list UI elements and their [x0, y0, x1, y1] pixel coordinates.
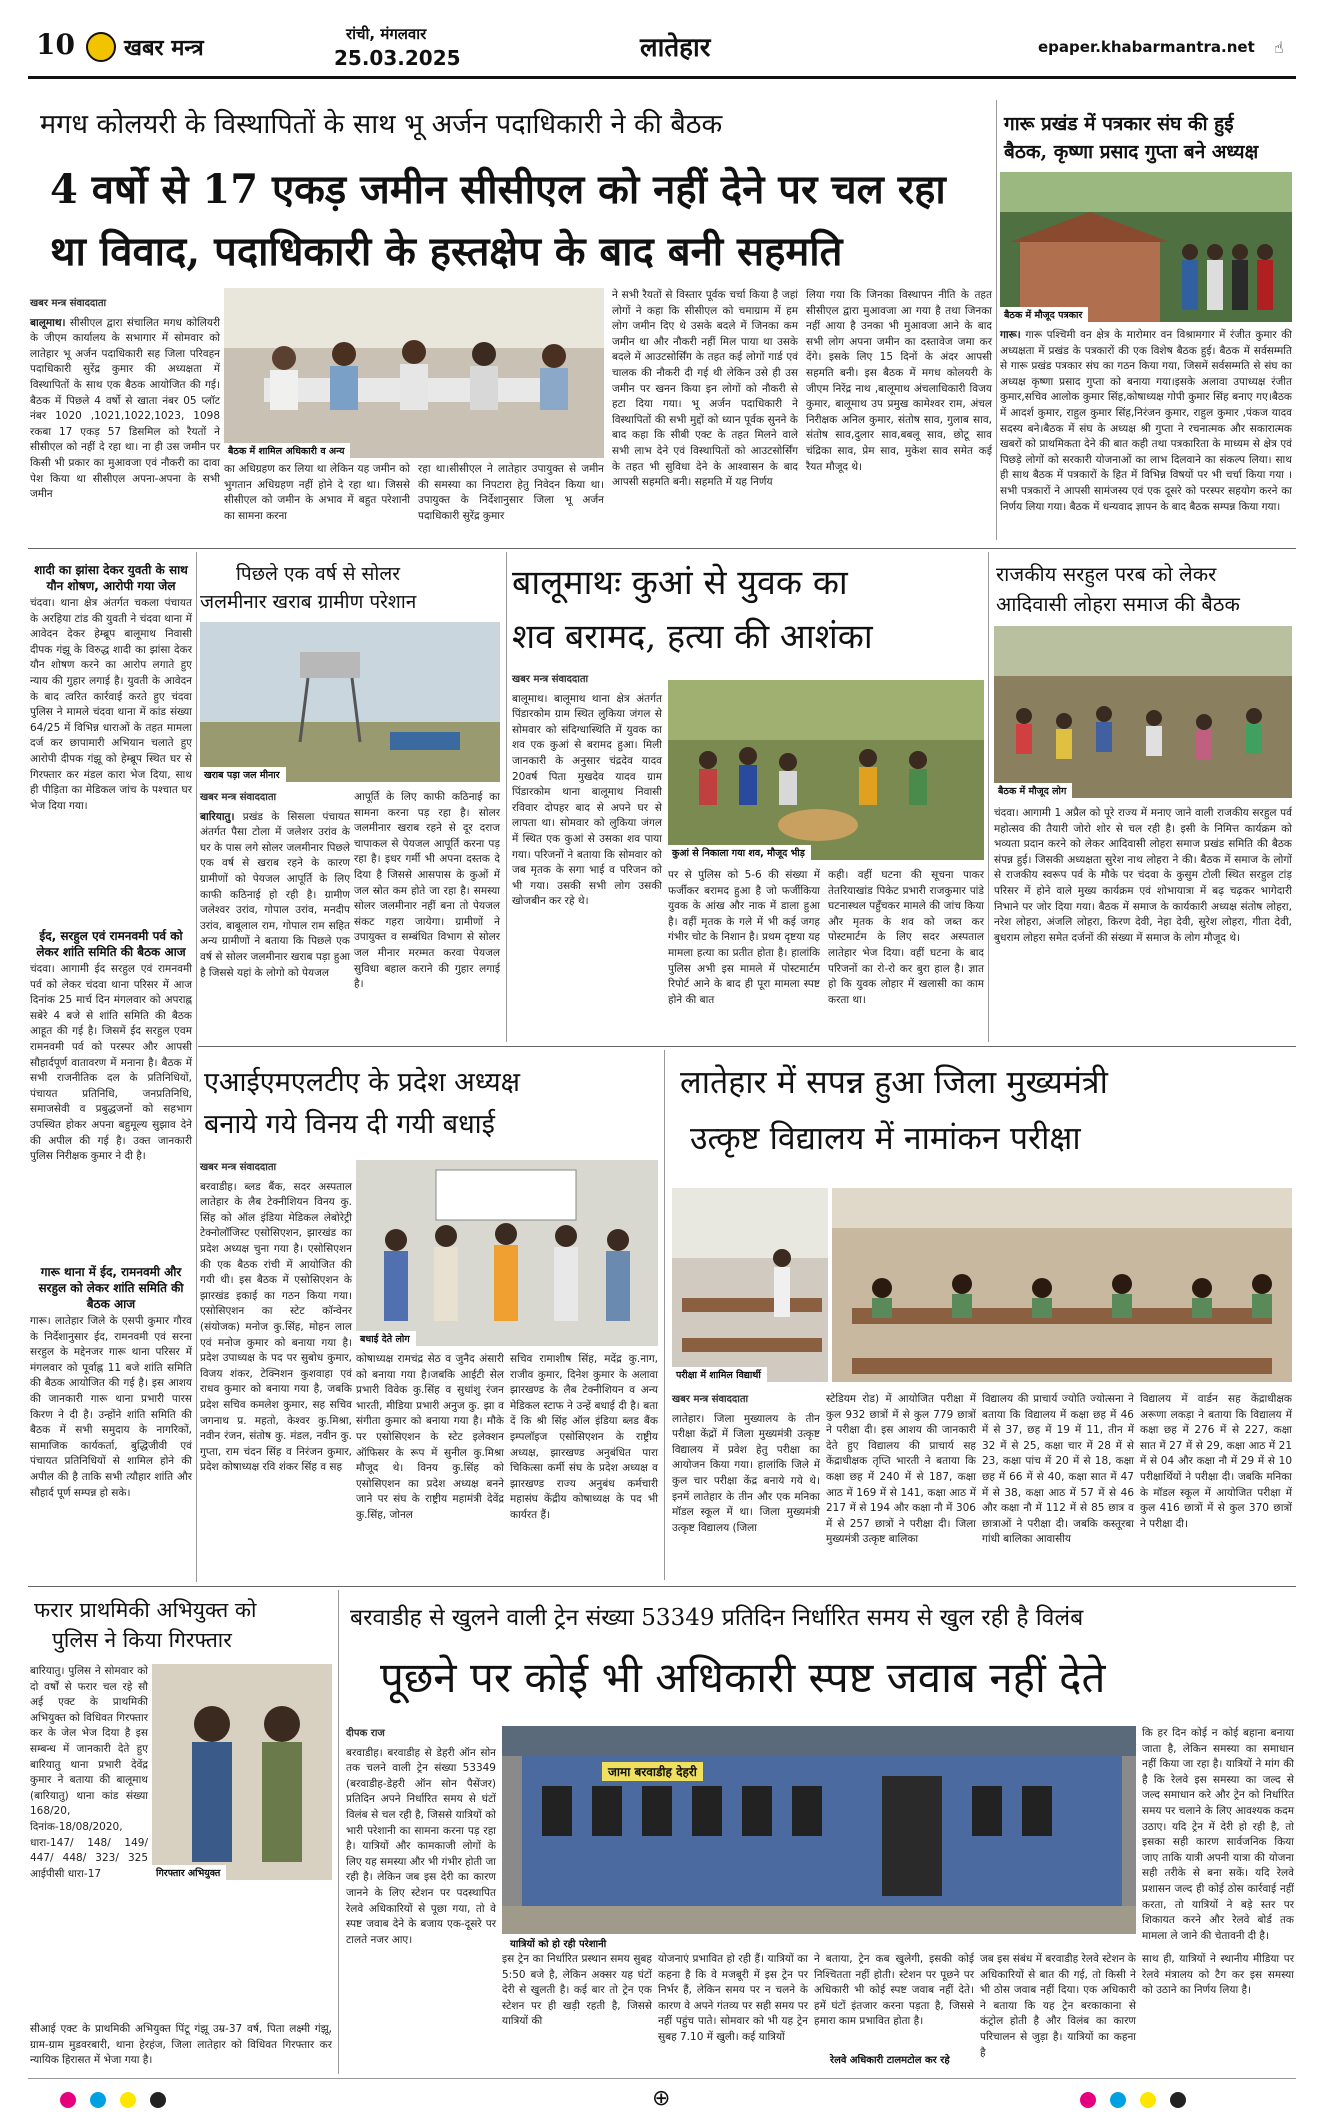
- divider-sarhul: [988, 552, 989, 1042]
- aimlta-text-3: सचिव रामाशीष सिंह, मदेंद्र कु.नाग, राजीव कुमार, दिनेश कुमार के अलावा झारखण्ड के लैब टेक्नीशियन व अन्य मेडिकल स्टाफ ने उन्हें बधाई दी है। बता दें कि श्री सिंह ऑल इंडिया ब्लड बैंक इम्पलॉइज एसोसिएशन के राष्ट्रीय अध्यक्ष, झारखण्ड अनुबंधित पारा चिकित्सा कर्मी संघ के प्रदेश अध्यक्ष व झारखण्ड राज्य अनुबंध कर्मचारी महासंघ केंद्रीय कोषाध्यक्ष के पद भी कार्यरत हैं।: [510, 1353, 658, 1521]
- lead-photo: [224, 288, 604, 458]
- arrest-text-1: बारियातु। पुलिस ने सोमवार को दो वर्षों से फरार चल रहे सौ अई एक्ट के प्राथमिकी अभियुक्त को विधिवत गिरफ्तार कर के जेल भेज दिया है इस सम्बन्ध में जानकारी देते हुए बारियातु थाना प्रभारी देवेंद्र कुमार ने बताया की बालूमाथ (बारियातु) थाना कांड संख्या 168/20, दिनांक-18/08/2020, धारा-147/ 148/ 149/ 447/ 448/ 323/ 325 आईपीसी धारा-17: [30, 1665, 148, 1880]
- exam-photo-caption: परीक्षा में शामिल विद्यार्थी: [672, 1367, 767, 1382]
- garu-text: गारू पश्चिमी वन क्षेत्र के मारोमार वन विश्रामगार में रंजीत कुमार की अध्यक्षता में प्रखंड के पत्रकारों की एक विशेष बैठक हुई। बैठक में सर्वसम्मति से गारू प्रखंड पत्रकार संघ का गठन किया गया, जिसमें सर्वसम्मति से संघ का अध्यक्ष कृष्णा प्रसाद गुप्ता को बनाया गया।इसके अलावा उपाध्यक्ष रंजीत कुमार,सचिव आलोक कुमार सिंह,कोषाध्यक्ष गोपी कुमार सिंह बनाए गए।बैठक में आदर्श कुमार, राहुल कुमार सिंह,निरंजन कुमार, राहुल कुमार ,पंकज यादव सदस्य बने।बैठक में संघ के अध्यक्ष श्री गुप्ता ने रचनात्मक और सकारात्मक खबरों को प्राथमिकता देने की बात कही तथा पत्रकारिता के माध्यम से क्षेत्र एवं पिछड़े लोगों को सरकारी योजनाओं का लाभ दिलवाने का संकल्प लिया। साथ ही साथ बैठक में पत्रकारों के हित में विभिन्न विषयों पर भी चर्चा किया गया ।सभी पत्रकारों ने आपसी सामंजस्य एवं एक दूसरे को परस्पर सहयोग करने का निर्णय लिया गया। बैठक में धन्यवाद ज्ञापन के बाद बैठक सम्पन्न किया गया।: [1000, 329, 1292, 513]
- train-text-1: बरवाडीह। बरवाडीह से डेहरी ऑन सोन तक चलने वाली ट्रेन संख्या 53349 (बरवाडीह-डेहरी ऑन सोन पैसेंजर) प्रतिदिन अपने निर्धारित समय से घंटों विलंब से चल रही है, जिससे यात्रियों को भारी परेशानी का सामना करना पड़ रहा है। यात्रियों और कामकाजी लोगों के लिए यह समस्या और भी गंभीर होती जा रही है। लेकिन जब इस देरी का कारण जानने के लिए स्टेशन पर पदस्थापित रेलवे अधिकारियों से पूछा गया, तो वे स्पष्ट जवाब देने के बजाय एक-दूसरे पर टालते नजर आए।: [346, 1746, 496, 1946]
- garu-photo: [1000, 172, 1292, 322]
- train-column-7: [1142, 1952, 1294, 2072]
- train-photo: [502, 1726, 1136, 1934]
- solar-text-1: प्रखंड के सिसला पंचायत अंतर्गत पैसा टोला में जलेशर उरांव के घर के पास लगे सोलर जलमीनार पिछले एक वर्ष से खराब रहने के कारण ग्रामीणों को पेयजल आपूर्ति के लिए काफी कठिनाई हो रही है। ग्रामीण जलेश्वर उरांव, गोपाल उरांव, मनदीप उरांव, बाबूलाल राम, गोपाल राम सहित अन्य ग्रामीणों ने बताया कि पिछले एक वर्ष से सोलर जलमीनार खराब पड़ा हुआ है जिससे यहां के लोगो को पेयजल: [200, 810, 350, 979]
- footer-rule: [28, 2078, 1296, 2079]
- registration-dot: [60, 2092, 76, 2108]
- exam-text-4: विद्यालय में वार्डन सह केंद्राधीक्षक अरूणा लकड़ा ने बताया कि विद्यालय में कक्षा छह में 276 में से 227, कक्षा सात में 27 में से 29, कक्षा आठ में 21 में से 04 और कक्षा नौ में 29 में से 10 परीक्षार्थियों ने परीक्षा दी। जबकि मनिका के मॉडल स्कूल में आयोजित परीक्षा में कुल 416 छात्रों में से कुल 370 छात्रों ने परीक्षा दी।: [1140, 1393, 1292, 1530]
- balumath-byline: खबर मन्त्र संवाददाता: [512, 674, 589, 685]
- aimlta-column-2: [356, 1352, 504, 1580]
- header-rule: [28, 76, 1296, 79]
- lead-column-1: [30, 296, 220, 500]
- lead-byline: खबर मन्त्र संवाददाता: [30, 298, 107, 309]
- divider-arrest: [338, 1590, 339, 2074]
- lead-headline-line1: 4 वर्षो से 17 एकड़ जमीन सीसीएल को नहीं देने पर चल रहा: [50, 166, 946, 213]
- crosshair-icon: ⊕: [652, 2086, 671, 2111]
- sidebar-brief-3-text: गारू। लातेहार जिले के एसपी कुमार गौरव के निर्देशानुसार ईद, रामनवमी एवं सरना सरहुल के मद्देनजर गारू थाना परिसर में मंगलवार को पूर्वाह्न 11 बजे शांति समिति की बैठक आयोजित की गई है। इस आशय की जानकारी गारू थाना प्रभारी पारस किरण ने दी है। उन्होंने शांति समिति की बैठक में सभी समुदाय के नागरिकों, सामाजिक कार्यकर्ता, बुद्धिजीवी एवं पंचायत प्रतिनिधियों से शामिल होने की अपील की है ताकि सभी त्यौहार शांति और सौहार्द पूर्ण सम्पन्न हो सके।: [30, 1315, 192, 1499]
- accused-photo-image: [152, 1664, 332, 1880]
- balumath-photo-caption: कुआं से निकाला गया शव, मौजूद भीड़: [668, 845, 811, 860]
- aimlta-text-1: बरवाडीह। ब्लड बैंक, सदर अस्पताल लातेहार के लैब टेक्नीशियन विनय कु. सिंह को ऑल इंडिया मेडिकल लेबोरेट्री टेक्नोलॉजिस्ट एसोसिएशन, झारखंड का प्रदेश अध्यक्ष चुना गया है। एसोसिएशन की एक बैठक रांची में आयोजित की गयी थी। इस बैठक में एसोसिएशन के झारखंड इकाई का गठन किया गया। एसोसिएशन का स्टेट कॉन्वेनर (संयोजक) मनोज कु.सिंह, मोहन लाल एवं मनोज कुमार को बनाया गया है। प्रदेश उपाध्यक्ष के पद पर सुबोध कुमार, विजय शंकर, टेक्निशन कुशवाहा एवं राधव कुमार को बनाया गया है, जबकि प्रदेश सचिव कमलेश कुमार, सह सचिव जगनाथ प्र. महतो, केश्वर कु.मिश्रा, नवीन रंजन, संतोष कु. मंडल, नवीन कु. गुप्ता, राम चंदन सिंह व निरंजन कुमार, प्रदेश कोषाध्यक्ष रवि शंकर सिंह व सह: [200, 1180, 352, 1474]
- lead-text-3: रहा था।सीसीएल ने लातेहार उपायुक्त से जमीन की समस्या का निपटारा हेतु निवेदन किया था। उपायुक्त के निर्देशानुसार जिला भू अर्जन पदाधिकारी सुरेंद्र कुमार: [418, 463, 604, 522]
- train-column-1: [346, 1726, 496, 2072]
- registration-dot: [1080, 2092, 1096, 2108]
- aimlta-column-1: [200, 1160, 352, 1580]
- arrest-column-2: [30, 2022, 332, 2072]
- train-text-7: साथ ही, यात्रियों ने स्थानीय मीडिया पर रेलवे मंत्रालय को टैग कर इस समस्या को उठाने का निर्णय लिया है।: [1142, 1953, 1294, 1997]
- meeting-photo-image: [224, 288, 604, 458]
- train-byline: दीपक राज: [346, 1728, 385, 1739]
- sarhul-photo-caption: बैठक में मौजूद लोग: [994, 783, 1072, 798]
- water-tower-photo-image: [200, 622, 500, 782]
- aimlta-column-3: [510, 1352, 658, 1580]
- garu-headline-line1: गारू प्रखंड में पत्रकार संघ की हुई: [1004, 113, 1234, 135]
- balumath-text-1: बालूमाथ। बालूमाथ थाना क्षेत्र अंतर्गत पिंडारकोम ग्राम स्थित लुकिया जंगल से सोमवार को संदिग्धास्थिति में युवक का शव एक कुआं से बरामद हुआ। मिली जानकारी के अनुसार चंद्रदेव यादव 20वर्ष पिता मुखदेव यादव ग्राम पिंडारकोम थाना बालूमाथ निवासी रविवार दोपहर बाद से अपने घर से लापता था। सोमवार को लुकिया जंगल में स्थित एक कुआं से उसका शव पाया गया। परिजनों ने बताया कि सोमवार को जब मृतक के सगा भाई व परिजन को भी गया। उसकी सभी लोग उसकी खोजबीन कर रहे थे।: [512, 692, 662, 908]
- issue-date: 25.03.2025: [334, 46, 461, 70]
- felicitation-photo-image: [356, 1160, 658, 1346]
- city-day: रांची, मंगलवार: [346, 25, 427, 43]
- arrest-headline-line1: फरार प्राथमिकी अभियुक्त को: [34, 1598, 257, 1622]
- train-column-3: [658, 1952, 808, 2072]
- exam-headline-line2: उत्कृष्ट विद्यालय में नामांकन परीक्षा: [690, 1119, 1081, 1157]
- solar-byline: खबर मन्त्र संवाददाता: [200, 792, 277, 803]
- sidebar-brief-2: [30, 922, 192, 1252]
- brand-name: खबर मन्त्र: [124, 35, 204, 61]
- arrest-headline-line2: पुलिस ने किया गिरफ्तार: [52, 1628, 232, 1652]
- balumath-column-3: [828, 868, 984, 1040]
- sidebar-brief-1: [30, 556, 192, 916]
- aimlta-headline-line2: बनाये गये विनय दी गयी बधाई: [204, 1109, 495, 1140]
- balumath-text-3: कही। वहीं घटना की सूचना पाकर तेतरियाखांड पिकेट प्रभारी राजकुमार पांडे घटनास्थल पहुँचकर मामले की जांच किया और मृतक के शव को जब्त कर पोस्टमार्टम के लिए सदर अस्पताल लातेहार भेज दिया। वहीं घटना के बाद परिजनों का रो-रो कर बुरा हाल है। ज्ञात हो कि युवक लोहार में खलासी का काम करता था।: [828, 869, 984, 1006]
- divider-sidebar: [196, 552, 197, 1582]
- registration-dot: [90, 2092, 106, 2108]
- classroom-photo-image: [672, 1188, 828, 1382]
- sarhul-photo: [994, 626, 1292, 798]
- balumath-column-1: [512, 672, 662, 1040]
- train-column-5: [1142, 1726, 1294, 1940]
- rule-2: [198, 1046, 1296, 1047]
- rule-3: [28, 1586, 1296, 1587]
- train-coach-photo-image: [502, 1726, 1136, 1934]
- train-text-5: कि हर दिन कोई न कोई बहाना बनाया जाता है, लेकिन समस्या का समाधान नहीं किया जा रहा है। यात्रियों ने मांग की है कि रेलवे इस समस्या का जल्द से जल्द समाधान करे और ट्रेन को निर्धारित समय पर चलाने के लिए आवश्यक कदम उठाए। यदि ट्रेन में देरी हो रही है, तो इसका सही कारण सार्वजनिक किया जाए ताकि यात्री अपनी यात्रा की योजना सही तरीके से बना सकें। यदि रेलवे प्रशासन जल्द ही कोई ठोस कार्रवाई नहीं करता, तो यात्रियों ने बड़े स्तर पर शिकायत करने और रेलवे बोर्ड तक मामला ले जाने की चेतावनी दी है।: [1142, 1727, 1294, 1942]
- garu-body: [1000, 328, 1292, 532]
- registration-dot: [120, 2092, 136, 2108]
- garu-photo-caption: बैठक में मौजूद पत्रकार: [1000, 307, 1088, 322]
- arrest-photo: [152, 1664, 332, 1880]
- masthead: [28, 22, 1296, 74]
- lead-text-4: ने सभी रैयतों से विस्तार पूर्वक चर्चा किया है जहां लोगों ने कहा कि सीसीएल को चमाग्राम में हम लोग जमीन दिए थे उसके बदले में जिनका कम जमीन था और नौकरी नहीं मिल पाया था उसके बदले में आउटसोर्सिंग के तहत कई लोगों गार्ड एवं चालक की नौकरी दी गई थी लेकिन उसे ही उस जमीन पर खनन किया इन लोगों को नौकरी से हटा दिया गया। भू अर्जन पदाधिकारी ने विस्थापितों की सभी मुद्दों को ध्यान पूर्वक सुनने के बाद कहा कि सीबी एक्ट के तहत मिलने वाले सभी लाभ देने एवं विस्थापितों को आउटसोर्सिंग के तहत भी सुविधा देने के आश्वासन के बाद आपसी सहमति बनी। सहमति में यह निर्णय: [612, 289, 798, 489]
- arrest-photo-caption: गिरफ्तार अभियुक्त: [152, 1865, 226, 1880]
- exam-text-2: स्टेडियम रोड) में आयोजित परीक्षा में कुल 932 छात्रों में से कुल 779 छात्रों ने परीक्षा दी। इस आशय की जानकारी देते हुए विद्यालय की प्राचार्य सह केंद्राधीक्षक तृप्ति भारती ने बताया कि कक्षा छह में 240 में से 187, कक्षा आठ में 169 में से 141, कक्षा आठ में 217 में से 194 और कक्षा नौ में 306 में से 257 छात्रों ने परीक्षा दी। जिला मुख्यमंत्री उत्कृष्ट बालिका: [826, 1393, 976, 1546]
- solar-photo-caption: खराब पड़ा जल मीनार: [200, 767, 286, 782]
- exam-photo-2: [832, 1188, 1292, 1382]
- train-column-6: [980, 1952, 1136, 2072]
- garu-headline-line2: बैठक, कृष्णा प्रसाद गुप्ता बने अध्यक्ष: [1004, 141, 1259, 163]
- exam-column-3: [982, 1392, 1134, 1580]
- divider-garu: [996, 100, 997, 540]
- sarhul-text: चंदवा। आगामी 1 अप्रैल को पूरे राज्य में मनाए जाने वाली राजकीय सरहुल पर्व महोत्सव की तैयारी जोरो शोर से चल रही है। इसी के निमित्त कार्यक्रम को भव्यता प्रदान करने को लेकर आदिवासी लोहरा समाज प्रखंड समिति की बैठक संपन्न हुई। जिसकी अध्यक्षता सुरेश नाथ लोहरा ने की। बैठक में समाज के लोगों से राजकीय स्वरूप पर्व के मौके पर चंदवा के कुसुम टोली स्थित सरहुल टांड़ परिसर में होने वाले मुख्य कार्यक्रम एवं शोभायात्रा में बढ़ चढ़कर भागेदारी निभाने पर जोर दिया गया। बैठक में समाज के कार्यकारी अध्यक्ष संतोष लोहरा, नरेश लोहरा, अंजलि लोहरा, किरण देवी, नेहा देवी, सुरेश लोहरा, गीता देवी, बुधराम लोहरा समेत दर्जनों की संख्या में समाज के लोग मौजूद थे।: [994, 807, 1292, 944]
- exam-text-1: लातेहार। जिला मुख्यालय के तीन परीक्षा केंद्रों में जिला मुख्यमंत्री उत्कृष्ट विद्यालय में प्रवेश हेतु परीक्षा का आयोजन किया गया। हालांकि जिले में कुल चार परीक्षा केंद्र बनाये गये थे। इनमें लातेहार के तीन और एक मनिका मॉडल स्कूल में था। जिला मुख्यमंत्री उत्कृष्ट विद्यालय (जिला: [672, 1412, 820, 1534]
- balumath-photo: [668, 680, 984, 860]
- registration-dot: [1140, 2092, 1156, 2108]
- crowd-photo-image: [668, 680, 984, 860]
- train-text-4: ने बताया, ट्रेन कब खुलेगी, इसकी कोई निश्चितता नहीं होती। स्टेशन पर पूछने पर अधिकारी भी कोई स्पष्ट जवाब नहीं देते। हमें घंटों इंतजार करना पड़ता है, जिससे हमारा काम प्रभावित होता है।: [814, 1953, 974, 2028]
- registration-dot: [150, 2092, 166, 2108]
- arrest-column-1: [30, 1664, 148, 2020]
- website-link[interactable]: epaper.khabarmantra.net: [1038, 38, 1255, 56]
- registration-dot: [1170, 2092, 1186, 2108]
- sidebar-brief-3: [30, 1258, 192, 1576]
- train-text-2: इस ट्रेन का निर्धारित प्रस्थान समय सुबह 5:50 बजे है, लेकिन अक्सर यह घंटों देरी से खुलती है। कई बार तो ट्रेन एक स्टेशन पर ही खड़ी रहती है, जिससे यात्रियों की: [502, 1953, 652, 2028]
- sidebar-brief-1-title: शादी का झांसा देकर युवती के साथ यौन शोषण, आरोपी गया जेल: [34, 563, 188, 593]
- lead-headline-line2: था विवाद, पदाधिकारी के हस्तक्षेप के बाद बनी सहमति: [50, 228, 843, 275]
- aimlta-photo-caption: बधाई देते लोग: [356, 1331, 416, 1346]
- solar-column-2: [354, 790, 500, 1040]
- aimlta-text-2: कोषाध्यक्ष रामचंद्र सेठ व जुनैद अंसारी को बनाया गया है।जबकि आईटी सेल प्रभारी विवेक कु.सिंह व सुधांशु रंजन भारती, मीडिया प्रभारी अनुज कु. झा व संगीता कुमार को बनाया गया है। मौके पर एसोसिएशन के स्टेट इलेक्शन ऑफिसर के रूप में सुनील कु.मिश्रा मौजूद थे। विनय कु.सिंह को एसोसिएशन का प्रदेश अध्यक्ष बनने जाने पर संघ के राष्ट्रीय महामंत्री देवेंद्र कु.सिंह, जोनल: [356, 1353, 504, 1521]
- sidebar-brief-2-text: चंदवा। आगामी ईद सरहुल एवं रामनवमी पर्व को लेकर चंदवा थाना परिसर में आज दिनांक 25 मार्च दिन मंगलवार को अपराह्न सबेरे 4 बजे से शांति समिति की बैठक आहूत की गई है। जिसमें ईद सरहुल एवम रामनवमी पर्व को परस्पर और आपसी सौहार्दपूर्ण वातावरण में मनाना है। बैठक में सभी राजनीतिक दल के प्रतिनिधियों, पंचायत प्रतिनिधि, जनप्रतिनिधि, समाजसेवी व प्रबुद्धजनों को सहभाग उपस्थित होकर अपना बहुमूल्य सुझाव देने की अपील की गई है। उक्त जानकारी पुलिस निरीक्षक कुमार ने दी है।: [30, 963, 192, 1163]
- solar-headline-line1: पिछले एक वर्ष से सोलर: [236, 563, 400, 585]
- page-number: 10: [36, 28, 75, 61]
- exam-column-1: [672, 1392, 820, 1580]
- solar-text-2: आपूर्ति के लिए काफी कठिनाई का सामना करना पड़ रहा है। सोलर जलमीनार खराब रहने से दूर दराज चापाकल से पेयजल आपूर्ति करना पड़ रहा है। इधर गर्मी भी अपना दस्तक दे दिया है जिससे आसपास के कुओं में जल स्रोत कम होते जा रहा है। समस्या सोलर जलमीनार नहीं बना तो पेयजल संकट गहरा जायेगा। ग्रामीणों ने उपायुक्त व सम्बंधित विभाग से सोलर जल मीनार मरम्मत करवा पेयजल सुविधा बहाल कराने की गुहार लगाई है।: [354, 791, 500, 991]
- train-column-2: [502, 1952, 652, 2072]
- students-photo-image: [832, 1188, 1292, 1382]
- sarhul-body: [994, 806, 1292, 1040]
- sarhul-headline-line2: आदिवासी लोहरा समाज की बैठक: [996, 592, 1240, 616]
- community-meeting-photo-image: [994, 626, 1292, 798]
- solar-photo: [200, 622, 500, 782]
- balumath-column-2: [668, 868, 820, 1040]
- sidebar-brief-2-title: ईद, सरहुल एवं रामनवमी पर्व को लेकर शांति समिति की बैठक आज: [36, 929, 186, 959]
- arrest-text-2: सीआई एक्ट के प्राथमिकी अभियुक्त पिंटू गंझू उम्र-37 वर्ष, पिता लक्ष्मी गंझू, ग्राम-ग्राम मुडवरबारी, थाना हेरहंज, जिला लातेहार को विधिवत गिरफ्तार कर न्यायिक हिरासत में भेजा गया है।: [30, 2023, 332, 2067]
- aimlta-byline: खबर मन्त्र संवाददाता: [200, 1162, 277, 1173]
- garu-dateline: गारू।: [1000, 329, 1021, 341]
- brand-logo-icon: [86, 32, 116, 62]
- sidebar-brief-3-title: गारू थाना में ईद, रामनवमी और सरहुल को लेकर शांति समिति की बैठक आज: [38, 1265, 184, 1311]
- lead-column-5: [806, 288, 992, 502]
- solar-headline-line2: जलमीनार खराब ग्रामीण परेशान: [200, 591, 417, 613]
- train-kicker: बरवाडीह से खुलने वाली ट्रेन संख्या 53349 प्रतिदिन निर्धारित समय से खुल रही है विलंब: [350, 1605, 1084, 1631]
- lead-text-5: लिया गया कि जिनका विस्थापन नीति के तहत सीसीएल द्वारा मुआवजा आ गया है तथा जिनका नहीं आया है उनका भी मुआवजा आने के बाद सभी लोग अपना जमीन का दस्तावेज जमा कर देंगे। इसके लिए 15 दिनों के अंदर आपसी सहमति बनी। इस बैठक में मगध कोलयरी के जीएम निरेंद्र नाथ ,बालूमाथ अंचलाधिकारी विजय कुमार, बालूमाथ उप प्रमुख कामेश्वर राम, अंचल निरीक्षक अनिल कुमार, संतोष साव, गुलाब साव, संतोष साव,दुलार साव,बबलू साव, छोटू साव चंद्रिका साव, प्रेम साव, मुकेश साव समेत कई रैयत मौजूद थे।: [806, 289, 992, 473]
- exam-text-3: विद्यालय की प्राचार्य ज्योति ज्योत्सना ने बताया कि विद्यालय में कक्षा छह में 46 में से 37, छह में 19 में 11, तीन में 32 में से 25, कक्षा चार में 28 में से 23, कक्षा पांच में 20 में से 18, कक्षा छह में 66 में से 40, कक्षा सात में 47 में से 38, कक्षा आठ में 57 में से 46 और कक्षा नौ में 112 में से 85 छात्र व छात्राओं ने परीक्षा दी। जबकि कस्तूरबा गांधी बालिका आवासीय: [982, 1393, 1134, 1546]
- exam-headline-line1: लातेहार में सपन्न हुआ जिला मुख्यमंत्री: [680, 1063, 1108, 1101]
- lead-column-2: [224, 462, 410, 522]
- rule-1: [28, 548, 1296, 549]
- aimlta-photo: [356, 1160, 658, 1346]
- section-name: लातेहार: [640, 33, 711, 63]
- lead-text-2: का अधिग्रहण कर लिया था लेकिन यह जमीन को भुगतान अधिग्रहण नहीं होने दे रहा था। जिससे सीसीएल को जमीन के अभाव में बहुत परेशानी का सामना करना: [224, 463, 410, 522]
- exam-byline: खबर मन्त्र संवाददाता: [672, 1394, 749, 1405]
- divider-exam: [664, 1050, 665, 1580]
- journalists-photo-image: [1000, 172, 1292, 322]
- solar-column-1: [200, 790, 350, 1040]
- exam-photo-1: [672, 1188, 828, 1382]
- train-column-4: [814, 1952, 974, 2044]
- lead-text-1: सीसीएल द्वारा संचालित मगध कोलियरी के जीएम कार्यालय के सभागार में सोमवार को लातेहार भू अर्जन पदाधिकारी सह जिला परिवहन पदाधिकारी सुरेंद्र कुमार की अध्यक्षता में विस्थापितों के साथ एक बैठक आयोजित की गई। बैठक में पिछले 4 वर्षो से खाता नंबर 05 प्लॉट नंबर 1020 ,1021,1022,1023, 1098 रकबा 17 एकड़ 57 डिसमिल को रैयतों ने सीसीएल को नहीं दे रहा था। ना ही उस जमीन पर किसी भी प्रकार का मुआवजा एवं नौकरी का दावा पेश किया था सीसीएल अपना-अपना के सभी जमीन: [30, 316, 220, 501]
- balumath-headline-line2: शव बरामद, हत्या की आशंका: [512, 617, 873, 657]
- registration-dot: [1110, 2092, 1126, 2108]
- train-photo-caption: यात्रियों को हो रही परेशानी: [510, 1939, 607, 1950]
- lead-kicker: मगध कोलयरी के विस्थापितों के साथ भू अर्जन पदाधिकारी ने की बैठक: [40, 109, 723, 140]
- exam-column-2: [826, 1392, 976, 1580]
- train-headline: पूछने पर कोई भी अधिकारी स्पष्ट जवाब नहीं देते: [380, 1653, 1106, 1702]
- lead-column-3: [418, 462, 604, 522]
- train-text-3: योजनाएं प्रभावित हो रही हैं। यात्रियों का कहना है कि वे मजबूरी में इस ट्रेन पर निर्भर हैं, लेकिन समय पर न चलने के कारण वे अपने गंतव्य पर सही समय पर नहीं पहुंच पाते। सोमवार को भी यह ट्रेन सुबह 7.10 में खुली। कई यात्रियों: [658, 1953, 808, 2043]
- lead-column-4: [612, 288, 798, 502]
- balumath-text-2: पर से पुलिस को 5-6 की संख्या में फर्जीकर बरामद हुआ है जो फर्जीकिया युवक के आंख और नाक में डाला हुआ है। वहीं मृतक के गले में भी कई जगह गंभीर चोट के निशान है। प्रथम दृष्टया यह मामला हत्या का प्रतीत होता है। हालांकि पुलिस अभी इस मामले में पोस्टमार्टम रिपोर्ट आने के बाद ही पूरा मामला स्पष्ट होने की बात: [668, 869, 820, 1006]
- coach-destination-board: जामा बरवाडीह देहरी: [602, 1762, 703, 1781]
- aimlta-headline-line1: एआईएमएलटीए के प्रदेश अध्यक्ष: [204, 1067, 520, 1098]
- sidebar-brief-1-text: चंदवा। थाना क्षेत्र अंतर्गत चकला पंचायत के अरहिया टांड की युवती ने चंदवा थाना में आवेदन देकर हेम्ब्रूप बालूमाथ निवासी दीपक गंझू के विरुद्ध शादी का झांसा देकर यौन शोषण करने का आरोप लगाते हुए न्याय की गुहार लगाई है। युवती के आवेदन के बाद त्वरित कार्रवाई करते हुए चंदवा पुलिस ने मामले चंदवा थाना में कांड संख्या 64/25 में विभिन्न धाराओं के तहत मामला दर्ज कर छापामारी अभियान चलाते हुए आरोपी दीपक गंझू को हेम्ब्रूप स्थित घर से गिरफ्तार कर मंडल कारा भेज दिया, साथ ही पीड़िता का मेडिकल जांच के पश्चात घर भेज दिया गया।: [30, 597, 192, 812]
- exam-column-4: [1140, 1392, 1292, 1580]
- train-small-caption: रेलवे अधिकारी टालमटोल कर रहे: [830, 2055, 950, 2066]
- lead-photo-caption: बैठक में शामिल अधिकारी व अन्य: [224, 443, 350, 458]
- train-text-6: जब इस संबंध में बरवाडीह रेलवे स्टेशन के अधिकारियों से बात की गई, तो किसी ने भी ठोस जवाब नहीं दिया। एक अधिकारी ने बताया कि यह ट्रेन बरकाकाना से कंट्रोल होती है और विलंब का कारण परिचालन से जुड़ा है। यात्रियों का कहना है: [980, 1953, 1136, 2059]
- cursor-icon: ☝: [1274, 38, 1284, 57]
- sarhul-headline-line1: राजकीय सरहुल परब को लेकर: [996, 562, 1217, 586]
- divider-balumath: [506, 552, 507, 1042]
- solar-dateline: बारियातु।: [200, 810, 235, 823]
- lead-dateline: बालूमाथ।: [30, 316, 66, 329]
- balumath-headline-line1: बालूमाथः कुआं से युवक का: [512, 563, 848, 603]
